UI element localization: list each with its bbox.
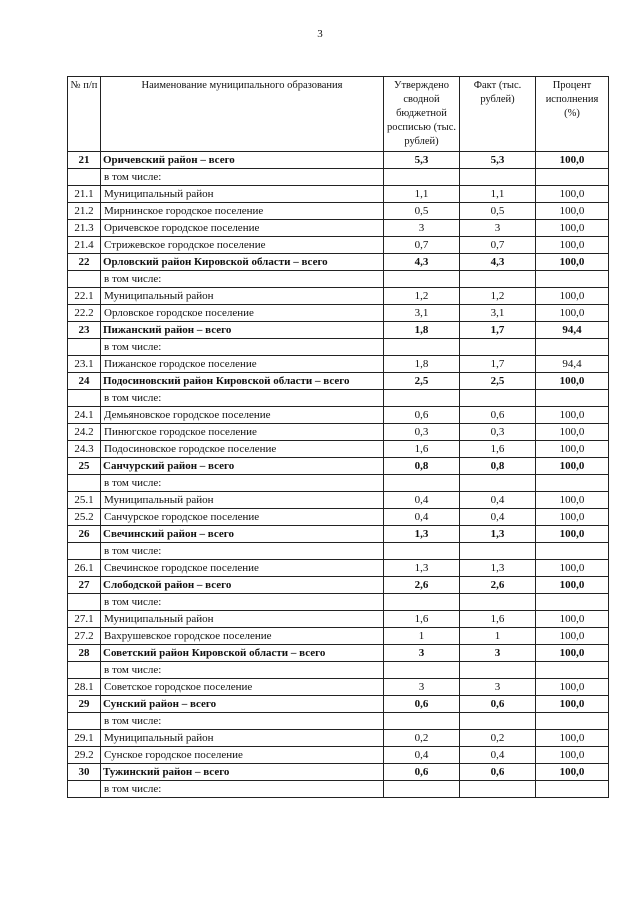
row-fact	[460, 713, 536, 730]
row-name: Мирнинское городское поселение	[101, 203, 384, 220]
row-approved: 0,8	[384, 458, 460, 475]
table-header-row	[68, 77, 609, 152]
row-percent	[536, 662, 609, 679]
row-fact: 1,2	[460, 288, 536, 305]
row-approved	[384, 594, 460, 611]
table-row	[68, 475, 609, 492]
row-fact	[460, 662, 536, 679]
table-row	[68, 152, 609, 169]
row-percent: 100,0	[536, 458, 609, 475]
row-name: Подосиновское городское поселение	[101, 441, 384, 458]
row-fact: 0,6	[460, 764, 536, 781]
table-row	[68, 356, 609, 373]
table-row	[68, 611, 609, 628]
table-row	[68, 747, 609, 764]
row-name: в том числе:	[101, 390, 384, 407]
row-name: Свечинский район – всего	[101, 526, 384, 543]
table-row	[68, 662, 609, 679]
row-name: в том числе:	[101, 662, 384, 679]
row-fact: 0,6	[460, 407, 536, 424]
table-row	[68, 730, 609, 747]
table-row	[68, 594, 609, 611]
row-num: 22.2	[68, 305, 101, 322]
row-name: Сунский район – всего	[101, 696, 384, 713]
row-num	[68, 169, 101, 186]
row-fact: 1,7	[460, 356, 536, 373]
table-row	[68, 577, 609, 594]
row-fact: 3,1	[460, 305, 536, 322]
row-name: Орловское городское поселение	[101, 305, 384, 322]
row-percent: 100,0	[536, 611, 609, 628]
row-approved	[384, 475, 460, 492]
table-row	[68, 560, 609, 577]
row-percent: 100,0	[536, 220, 609, 237]
row-num: 24.1	[68, 407, 101, 424]
row-percent	[536, 169, 609, 186]
row-fact: 5,3	[460, 152, 536, 169]
row-num: 30	[68, 764, 101, 781]
row-fact: 1	[460, 628, 536, 645]
table-row	[68, 458, 609, 475]
row-approved	[384, 271, 460, 288]
page-number: 3	[317, 28, 323, 40]
row-fact: 4,3	[460, 254, 536, 271]
row-name: Санчурский район – всего	[101, 458, 384, 475]
row-fact: 1,1	[460, 186, 536, 203]
row-percent	[536, 594, 609, 611]
row-fact: 0,5	[460, 203, 536, 220]
table-row	[68, 254, 609, 271]
row-name: Советский район Кировской области – всего	[101, 645, 384, 662]
row-percent: 100,0	[536, 679, 609, 696]
row-approved	[384, 339, 460, 356]
row-name: Советское городское поселение	[101, 679, 384, 696]
row-approved: 0,4	[384, 747, 460, 764]
row-num: 21	[68, 152, 101, 169]
row-fact	[460, 390, 536, 407]
table-row	[68, 305, 609, 322]
row-approved: 3,1	[384, 305, 460, 322]
row-approved: 4,3	[384, 254, 460, 271]
row-approved: 1,3	[384, 560, 460, 577]
row-percent	[536, 271, 609, 288]
row-approved: 0,6	[384, 764, 460, 781]
table-row	[68, 764, 609, 781]
row-fact	[460, 594, 536, 611]
row-num: 26.1	[68, 560, 101, 577]
row-percent: 100,0	[536, 373, 609, 390]
row-num	[68, 475, 101, 492]
row-approved	[384, 169, 460, 186]
row-fact: 2,5	[460, 373, 536, 390]
row-approved: 5,3	[384, 152, 460, 169]
row-approved: 1,6	[384, 611, 460, 628]
table-row	[68, 220, 609, 237]
row-approved: 0,6	[384, 407, 460, 424]
header-num: № п/п	[68, 77, 101, 152]
table-row	[68, 424, 609, 441]
table-row	[68, 713, 609, 730]
row-fact: 0,2	[460, 730, 536, 747]
row-approved: 0,4	[384, 509, 460, 526]
table-row	[68, 271, 609, 288]
row-percent: 100,0	[536, 764, 609, 781]
row-percent: 100,0	[536, 509, 609, 526]
row-fact: 0,4	[460, 509, 536, 526]
row-percent: 100,0	[536, 696, 609, 713]
row-approved	[384, 781, 460, 798]
row-num: 25	[68, 458, 101, 475]
row-fact	[460, 169, 536, 186]
row-name: Сунское городское поселение	[101, 747, 384, 764]
table-row	[68, 526, 609, 543]
row-approved	[384, 713, 460, 730]
row-num: 27.1	[68, 611, 101, 628]
row-approved	[384, 662, 460, 679]
row-fact: 2,6	[460, 577, 536, 594]
row-name: в том числе:	[101, 713, 384, 730]
row-name: в том числе:	[101, 543, 384, 560]
row-name: Тужинский район – всего	[101, 764, 384, 781]
table-row	[68, 203, 609, 220]
row-fact: 3	[460, 679, 536, 696]
row-approved: 1,2	[384, 288, 460, 305]
row-fact	[460, 271, 536, 288]
row-num	[68, 390, 101, 407]
row-approved: 1,8	[384, 322, 460, 339]
row-percent: 100,0	[536, 526, 609, 543]
table-body	[68, 152, 609, 798]
table-row	[68, 645, 609, 662]
row-name: Пижанское городское поселение	[101, 356, 384, 373]
row-percent: 100,0	[536, 254, 609, 271]
row-num: 29.2	[68, 747, 101, 764]
row-percent	[536, 713, 609, 730]
row-num: 21.3	[68, 220, 101, 237]
row-percent: 100,0	[536, 152, 609, 169]
table-row	[68, 628, 609, 645]
row-name: Муниципальный район	[101, 186, 384, 203]
table-row	[68, 390, 609, 407]
row-num: 22.1	[68, 288, 101, 305]
row-num	[68, 271, 101, 288]
row-fact: 3	[460, 220, 536, 237]
row-percent: 100,0	[536, 747, 609, 764]
row-fact	[460, 339, 536, 356]
row-num: 23	[68, 322, 101, 339]
row-approved: 2,6	[384, 577, 460, 594]
table-row	[68, 339, 609, 356]
row-name: Муниципальный район	[101, 730, 384, 747]
row-percent: 94,4	[536, 322, 609, 339]
row-percent	[536, 390, 609, 407]
table-row	[68, 169, 609, 186]
row-percent	[536, 475, 609, 492]
row-num: 26	[68, 526, 101, 543]
row-num: 25.1	[68, 492, 101, 509]
row-name: Санчурское городское поселение	[101, 509, 384, 526]
row-num: 24.2	[68, 424, 101, 441]
row-percent	[536, 543, 609, 560]
row-name: Оричевский район – всего	[101, 152, 384, 169]
row-percent: 100,0	[536, 645, 609, 662]
row-percent: 100,0	[536, 424, 609, 441]
row-num	[68, 662, 101, 679]
row-fact: 0,7	[460, 237, 536, 254]
row-fact: 3	[460, 645, 536, 662]
row-fact: 0,3	[460, 424, 536, 441]
table-row	[68, 322, 609, 339]
row-approved	[384, 390, 460, 407]
row-num: 28	[68, 645, 101, 662]
row-approved: 1,1	[384, 186, 460, 203]
row-num: 23.1	[68, 356, 101, 373]
row-num: 28.1	[68, 679, 101, 696]
budget-table	[67, 76, 609, 798]
row-approved: 2,5	[384, 373, 460, 390]
row-name: Подосиновский район Кировской области – всего	[101, 373, 384, 390]
table-row	[68, 373, 609, 390]
row-num: 29.1	[68, 730, 101, 747]
row-approved: 1	[384, 628, 460, 645]
table-row	[68, 696, 609, 713]
row-name: в том числе:	[101, 339, 384, 356]
row-name: Оричевское городское поселение	[101, 220, 384, 237]
table-row	[68, 237, 609, 254]
table-row	[68, 492, 609, 509]
row-approved: 3	[384, 645, 460, 662]
table-row	[68, 186, 609, 203]
row-percent: 100,0	[536, 237, 609, 254]
row-approved: 3	[384, 679, 460, 696]
row-num: 25.2	[68, 509, 101, 526]
row-num	[68, 713, 101, 730]
row-percent: 94,4	[536, 356, 609, 373]
row-fact: 1,3	[460, 560, 536, 577]
row-num: 24.3	[68, 441, 101, 458]
row-name: Свечинское городское поселение	[101, 560, 384, 577]
row-name: в том числе:	[101, 475, 384, 492]
header-name: Наименование муниципального образования	[101, 77, 384, 152]
row-name: в том числе:	[101, 271, 384, 288]
row-percent: 100,0	[536, 628, 609, 645]
row-approved: 0,2	[384, 730, 460, 747]
row-percent: 100,0	[536, 560, 609, 577]
row-name: Вахрушевское городское поселение	[101, 628, 384, 645]
row-num	[68, 594, 101, 611]
header-approved: Утверждено сводной бюджетной росписью (тыс. рублей)	[384, 77, 460, 152]
row-percent: 100,0	[536, 577, 609, 594]
row-name: Пижанский район – всего	[101, 322, 384, 339]
row-fact: 1,6	[460, 441, 536, 458]
row-name: Стрижевское городское поселение	[101, 237, 384, 254]
row-approved: 0,4	[384, 492, 460, 509]
table-row	[68, 441, 609, 458]
row-approved: 0,3	[384, 424, 460, 441]
row-fact	[460, 543, 536, 560]
row-num: 27.2	[68, 628, 101, 645]
row-name: Муниципальный район	[101, 288, 384, 305]
row-name: Орловский район Кировской области – всего	[101, 254, 384, 271]
row-percent: 100,0	[536, 407, 609, 424]
row-num: 27	[68, 577, 101, 594]
table-row	[68, 679, 609, 696]
row-num: 21.1	[68, 186, 101, 203]
row-fact	[460, 475, 536, 492]
row-name: Демьяновское городское поселение	[101, 407, 384, 424]
row-name: в том числе:	[101, 781, 384, 798]
row-fact: 0,6	[460, 696, 536, 713]
table-row	[68, 407, 609, 424]
row-name: Пинюгское городское поселение	[101, 424, 384, 441]
table-row	[68, 509, 609, 526]
header-percent: Процент исполнения (%)	[536, 77, 609, 152]
row-name: Слободской район – всего	[101, 577, 384, 594]
row-approved: 0,6	[384, 696, 460, 713]
row-name: в том числе:	[101, 594, 384, 611]
row-approved: 1,8	[384, 356, 460, 373]
row-percent	[536, 781, 609, 798]
row-num: 21.4	[68, 237, 101, 254]
row-fact	[460, 781, 536, 798]
row-num	[68, 543, 101, 560]
table-row	[68, 543, 609, 560]
row-fact: 0,8	[460, 458, 536, 475]
row-fact: 0,4	[460, 747, 536, 764]
row-percent: 100,0	[536, 492, 609, 509]
row-percent: 100,0	[536, 305, 609, 322]
row-approved: 1,3	[384, 526, 460, 543]
row-fact: 0,4	[460, 492, 536, 509]
row-percent: 100,0	[536, 288, 609, 305]
row-approved	[384, 543, 460, 560]
header-fact: Факт (тыс. рублей)	[460, 77, 536, 152]
row-num: 22	[68, 254, 101, 271]
row-name: Муниципальный район	[101, 492, 384, 509]
row-percent: 100,0	[536, 730, 609, 747]
row-num	[68, 781, 101, 798]
row-approved: 3	[384, 220, 460, 237]
row-fact: 1,7	[460, 322, 536, 339]
row-num	[68, 339, 101, 356]
row-percent: 100,0	[536, 441, 609, 458]
row-percent: 100,0	[536, 203, 609, 220]
row-fact: 1,3	[460, 526, 536, 543]
row-approved: 0,5	[384, 203, 460, 220]
row-percent: 100,0	[536, 186, 609, 203]
row-approved: 0,7	[384, 237, 460, 254]
row-name: Муниципальный район	[101, 611, 384, 628]
table-row	[68, 781, 609, 798]
row-num: 29	[68, 696, 101, 713]
row-approved: 1,6	[384, 441, 460, 458]
row-fact: 1,6	[460, 611, 536, 628]
row-percent	[536, 339, 609, 356]
row-num: 21.2	[68, 203, 101, 220]
table-row	[68, 288, 609, 305]
row-num: 24	[68, 373, 101, 390]
row-name: в том числе:	[101, 169, 384, 186]
